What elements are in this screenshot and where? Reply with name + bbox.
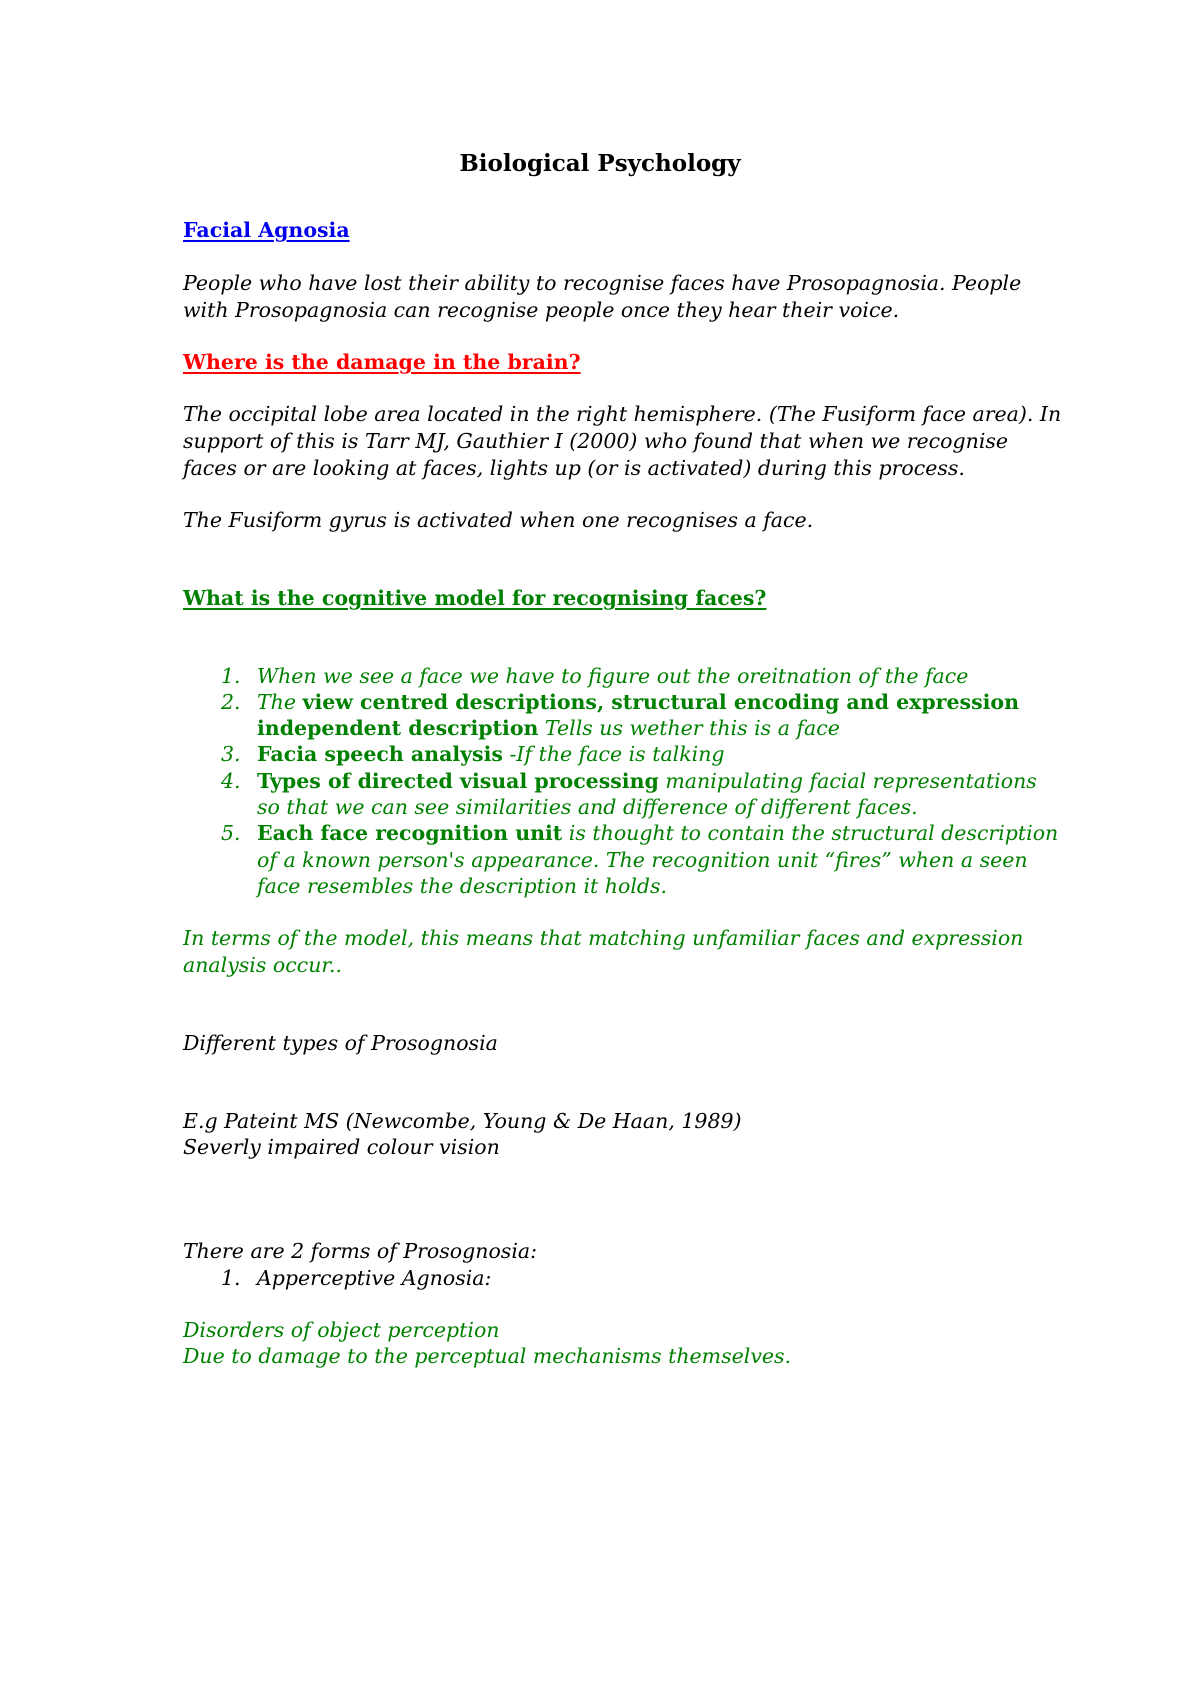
- list-number: 1.: [221, 1266, 241, 1290]
- list-number: 4.: [221, 769, 241, 793]
- list-item: Apperceptive Agnosia:: [257, 1266, 492, 1290]
- section-heading-cognitive-model: What is the cognitive model for recognising faces?: [183, 586, 767, 610]
- list-item-text: The: [257, 690, 303, 714]
- page-title: Biological Psychology: [459, 150, 741, 177]
- list-item-text: manipulating facial representations: [658, 769, 1037, 793]
- list-item-bold: Types of directed visual processing: [257, 769, 659, 793]
- list-item-continuation: of a known person's appearance. The recognition unit “fires” when a seen: [257, 848, 1028, 872]
- paragraph-line: The occipital lobe area located in the right hemisphere. (The Fusiform face area). In: [183, 402, 1062, 426]
- list-item-bold: Facia speech analysis: [257, 742, 503, 766]
- section-heading-facial-agnosia[interactable]: Facial Agnosia: [183, 218, 350, 242]
- list-item-text: When we see a face we have to figure out the oreitnation of the face: [257, 664, 969, 688]
- list-item-text: is thought to contain the structural description: [562, 821, 1059, 845]
- list-item-continuation: face resembles the description it holds.: [257, 874, 668, 898]
- list-item: [257, 819, 1058, 847]
- list-item: [257, 740, 725, 768]
- subheading-types: Different types of Prosognosia: [183, 1031, 498, 1055]
- list-item-bold: view centred descriptions, structural encoding and expression: [302, 690, 1019, 714]
- list-item: [257, 662, 968, 690]
- section-heading-brain-damage: Where is the damage in the brain?: [183, 350, 581, 374]
- list-item-text: Tells us wether this is a face: [538, 716, 840, 740]
- forms-intro: There are 2 forms of Prosognosia:: [183, 1239, 538, 1263]
- paragraph-line: with Prosopagnosia can recognise people once they hear their voice.: [183, 298, 900, 322]
- list-item: [257, 767, 1037, 795]
- list-item-continuation: [257, 714, 840, 742]
- conclusion-line: In terms of the model, this means that matching unfamiliar faces and expression: [183, 926, 1024, 950]
- example-line: Severly impaired colour vision: [183, 1135, 500, 1159]
- list-item-continuation: so that we can see similarities and difference of different faces.: [257, 795, 918, 819]
- list-number: 5.: [221, 821, 241, 845]
- paragraph-line: faces or are looking at faces, lights up (or is activated) during this process.: [183, 456, 965, 480]
- list-item: [257, 688, 1019, 716]
- list-item-bold: independent description: [257, 716, 539, 740]
- description-line: Disorders of object perception: [183, 1318, 500, 1342]
- list-number: 3.: [221, 742, 241, 766]
- paragraph-line: The Fusiform gyrus is activated when one recognises a face.: [183, 508, 814, 532]
- paragraph-line: People who have lost their ability to recognise faces have Prosopagnosia. People: [183, 271, 1022, 295]
- description-line: Due to damage to the perceptual mechanisms themselves.: [183, 1344, 792, 1368]
- conclusion-line: analysis occur..: [183, 953, 342, 977]
- paragraph-line: support of this is Tarr MJ, Gauthier I (2000) who found that when we recognise: [183, 429, 1009, 453]
- list-number: 2.: [221, 690, 241, 714]
- list-item-bold: Each face recognition unit: [257, 821, 563, 845]
- example-line: E.g Pateint MS (Newcombe, Young & De Haan, 1989): [183, 1109, 742, 1133]
- list-item-text: -If the face is talking: [502, 742, 725, 766]
- list-number: 1.: [221, 664, 241, 688]
